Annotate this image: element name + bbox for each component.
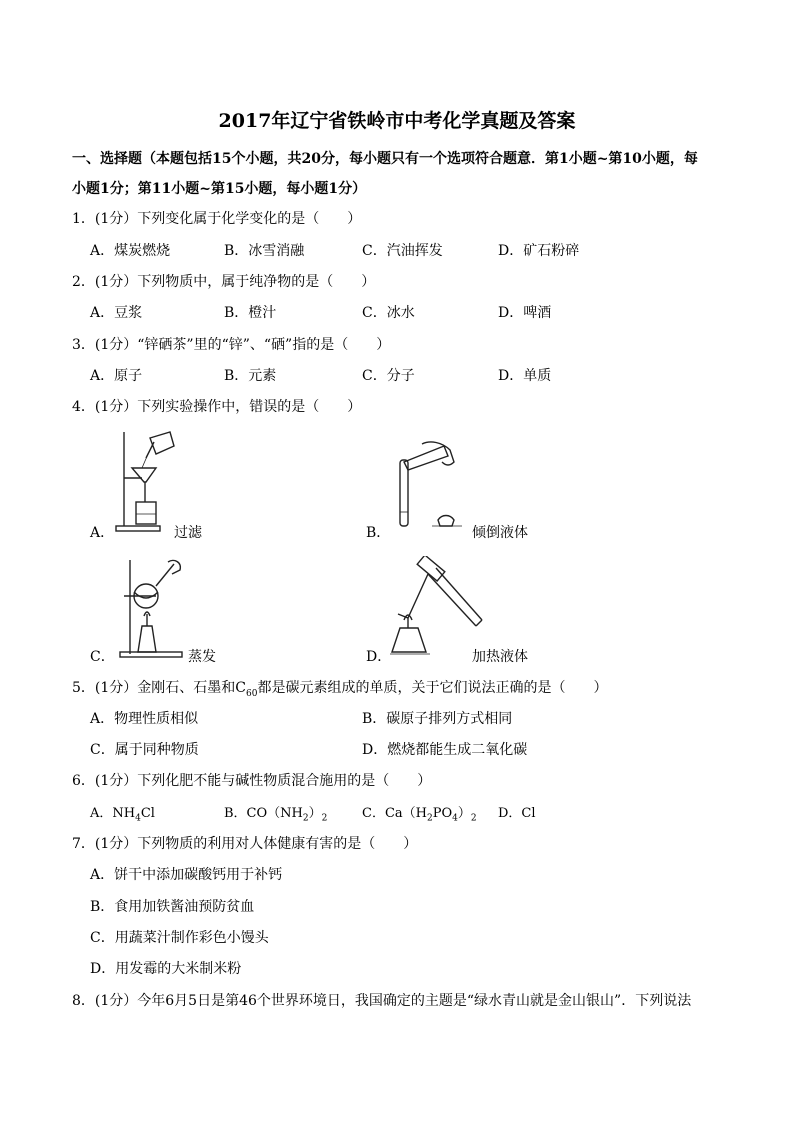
q6-c-sub3: 2: [470, 813, 477, 824]
heating-liquid-diagram: [388, 556, 484, 660]
filtration-diagram: [112, 428, 182, 534]
q4-option-a-letter: A．: [90, 525, 115, 541]
q5-option-c: C．属于同种物质: [90, 742, 199, 758]
evaporation-diagram: [116, 556, 196, 660]
q4-option-b-label: 倾倒液体: [472, 525, 528, 541]
q6-c-post: ）: [457, 806, 471, 821]
q6-option-d: D．Cl: [498, 806, 536, 821]
q4-option-b-letter: B．: [366, 525, 391, 541]
q3-option-a: A．原子: [90, 368, 143, 384]
q5-option-d: D．燃烧都能生成二氧化碳: [362, 742, 528, 758]
q6-a-pre: A．NH: [90, 806, 136, 821]
question-7-stem: 7．(1分）下列物质的利用对人体健康有害的是（ ）: [72, 836, 418, 852]
page-title: 2017年辽宁省铁岭市中考化学真题及答案: [218, 110, 576, 132]
q6-b-post: ）: [308, 806, 322, 821]
question-6-stem: 6．(1分）下列化肥不能与碱性物质混合施用的是（ ）: [72, 773, 432, 789]
question-1-stem: 1．(1分）下列变化属于化学变化的是（ ）: [72, 211, 362, 227]
q1-option-c: C．汽油挥发: [362, 243, 443, 259]
question-3-stem: 3．(1分）“锌硒茶”里的“锌”、“硒”指的是（ ）: [72, 337, 391, 353]
q1-option-d: D．矿石粉碎: [498, 243, 580, 259]
q4-option-d-letter: D．: [366, 649, 392, 665]
section-heading-line1: 一、选择题（本题包括15个小题，共20分，每小题只有一个选项符合题意．第1小题~第10小题，每: [72, 151, 698, 167]
q6-c-sub2: 4: [452, 813, 458, 824]
question-4-stem: 4．(1分）下列实验操作中，错误的是（ ）: [72, 399, 362, 415]
q6-a-post: Cl: [140, 806, 155, 821]
q1-option-b: B．冰雪消融: [224, 243, 305, 259]
q6-c-mid: PO: [432, 806, 453, 821]
q6-b-pre: B．CO（NH: [224, 806, 303, 821]
q5-stem-subscript: 60: [246, 688, 258, 699]
q6-c-sub: 2: [426, 813, 433, 824]
q4-option-c-label: 蒸发: [188, 649, 216, 665]
q3-option-d: D．单质: [498, 368, 552, 384]
q5-stem-post: 都是碳元素组成的单质，关于它们说法正确的是（ ）: [257, 680, 608, 696]
q6-option-c: [362, 802, 477, 824]
q4-option-d-label: 加热液体: [472, 649, 528, 665]
q6-b-sub2: 2: [321, 813, 328, 824]
q1-option-a: A．煤炭燃烧: [90, 243, 171, 259]
q7-option-c: C．用蔬菜汁制作彩色小馒头: [90, 930, 269, 946]
q2-option-b: B．橙汁: [224, 305, 277, 321]
q5-option-b: B．碳原子排列方式相同: [362, 711, 513, 727]
section-heading-line2: 小题1分；第11小题~第15小题，每小题1分）: [72, 181, 367, 197]
q5-option-a: A．物理性质相似: [90, 711, 199, 727]
q6-c-pre: C．Ca（H: [362, 806, 427, 821]
q2-option-a: A．豆浆: [90, 305, 143, 321]
q6-option-a: [90, 802, 155, 824]
q5-stem-pre: 5．(1分）金刚石、石墨和C: [72, 680, 246, 696]
q4-option-a-label: 过滤: [174, 525, 202, 541]
q3-option-c: C．分子: [362, 368, 415, 384]
q2-option-c: C．冰水: [362, 305, 415, 321]
question-5-stem: [72, 677, 607, 697]
q6-b-sub: 2: [302, 813, 309, 824]
question-2-stem: 2．(1分）下列物质中，属于纯净物的是（ ）: [72, 274, 376, 290]
q3-option-b: B．元素: [224, 368, 277, 384]
q7-option-b: B．食用加铁酱油预防贫血: [90, 899, 255, 915]
q7-option-d: D．用发霉的大米制米粉: [90, 961, 242, 977]
pouring-liquid-diagram: [392, 440, 464, 530]
q2-option-d: D．啤酒: [498, 305, 552, 321]
q6-option-b: [224, 802, 328, 824]
question-8-stem: 8．(1分）今年6月5日是第46个世界环境日，我国确定的主题是“绿水青山就是金山银山”．下列说法: [72, 993, 692, 1009]
q7-option-a: A．饼干中添加碳酸钙用于补钙: [90, 867, 283, 883]
q6-a-sub: 4: [135, 813, 141, 824]
q4-option-c-letter: C．: [90, 649, 115, 665]
